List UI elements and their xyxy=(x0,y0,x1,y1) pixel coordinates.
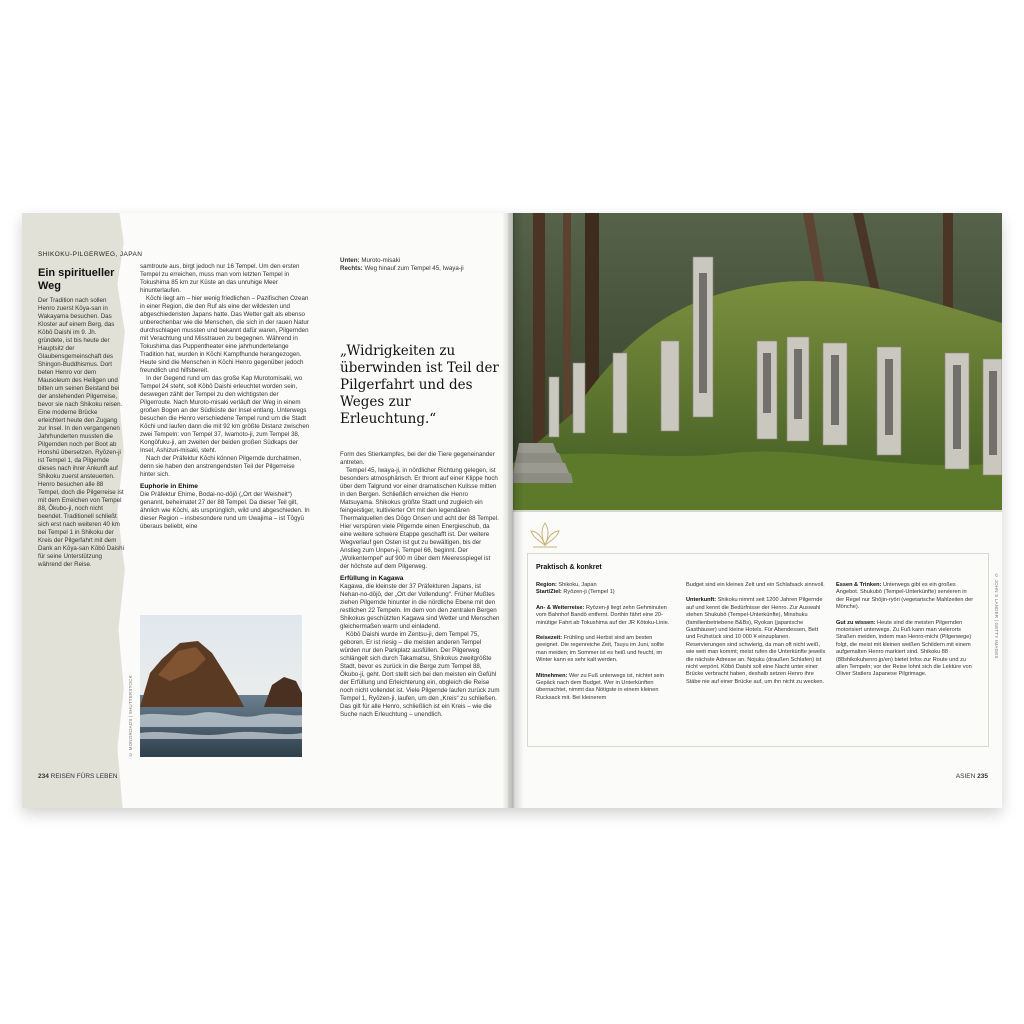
paragraph: Nach der Präfektur Kōchi können Pilgernde durchatmen, denn sie haben den anstrengendsten Teil der Pilgerreise hinter sich. xyxy=(140,455,302,478)
info-text: Shikoku, Japan xyxy=(558,582,597,588)
paragraph: Kōbō Daishi wurde im Zentsu-ji, dem Tempel 75, geboren. Er ist riesig – die meisten anderen Tempel würden nur den Parkplatz ausfüllen. Der Pilgerweg schlängelt sich durch Takamatsu, Shikokus zweitgrößte Stadt, bevor es zurück in die Berge zum Tempel 88, Ōkubo-ji, geht. Dort stellt sich bei den meisten ein Gefühl der Erfüllung und Erleichterung ein, obgleich die Reise noch nicht vollendet ist. Viele Pilgernde laufen zurück zum Tempel 1, Ryōzen-ji, laufen, um den „Kreis“ zu schließen. Das gilt für alle Henro, schließlich ist ein Kreis – wie die Suche nach Erleuchtung – unendlich. xyxy=(340,631,500,718)
photo-credit: © MONOROADS | SHUTTERSTOCK xyxy=(128,675,133,757)
body-column-2 xyxy=(340,451,500,719)
info-entry xyxy=(536,589,676,596)
section-kicker: SHIKOKU-PILGERWEG, JAPAN xyxy=(38,251,143,258)
paragraph: Die Präfektur Ehime, Bodai-no-dōjō („Ort der Weisheit“) genannt, beheimatet 27 der 88 Tempel. Da dieser Teil gilt, ähnlich wie Kōchi, als ursprünglich, wild und abgeschieden. In dieser Region – insbesondere rund um Uwajima – ist Tōgyū überaus beliebt, eine xyxy=(140,491,310,530)
info-entry xyxy=(686,597,826,686)
page-title: Ein spiritueller Weg xyxy=(38,267,115,292)
info-text: Unterwegs gibt es ein großes Angebot. Shukubō (Tempel-Unterkünfte) servieren in der Regel nur Shōjin-ryōri (vegetarische Mahlzeiten der Mönche). xyxy=(836,582,974,611)
info-column-2 xyxy=(686,582,826,686)
info-label: An- & Weiterreise: xyxy=(536,604,585,611)
info-label: Reisezeit: xyxy=(536,635,563,642)
info-entry xyxy=(536,582,676,589)
paragraph: In der Gegend rund um das große Kap Murotomisaki, wo Tempel 24 steht, soll Kōbō Daishi erleuchtet worden sein, deswegen zählt der Tempel zu den wichtigsten der Pilgerroute. Nach Muroto-misaki verläuft der Weg in einem großen Bogen an der Südküste der Insel entlang. Unterwegs besuchen die Henro verschiedene Tempel rund um die Stadt Kōchi und laufen dann die mit 92 km größte Distanz zwischen zwei Tempeln: von Tempel 37, Iwamoto-ji, zum Tempel 38, Kongōfuku-ji, am zweiten der beiden großen Südkaps der Insel, Ashizuri-misaki, steht. xyxy=(140,375,310,454)
info-column-3 xyxy=(836,582,976,679)
info-text: Budget sind ein kleines Zelt und ein Schlafsack sinnvoll. xyxy=(686,582,825,588)
body-column-1 xyxy=(140,263,310,531)
pull-quote: „Widrigkeiten zu überwinden ist Teil der Pilgerfahrt und des Weges zur Erleuchtung.“ xyxy=(340,343,499,427)
paragraph: Kōchi liegt am – hier wenig friedlichen – Pazifischen Ozean in einer Region, die den Ruf als eine der wildesten und abgeschiedensten Japans hatte. Das Wetter galt als ebenso unberechenbar wie die Menschen, die sich in der rauen Natur durchschlagen mussten und bekannt dafür waren, Pilgernden mit Verachtung und Misstrauen zu begegnen. Während in Tokushima das Puppentheater eine jahrhundertelange Tradition hat, wurden in Kōchi Kampfhunde herangezogen. Heute sind die Menschen in Kōchi Henro gegenüber jedoch freundlich und hilfsbereit. xyxy=(140,295,309,374)
page-number: 235 xyxy=(977,773,988,780)
info-text: Ryōzen-ji liegt zehn Gehminuten vom Bahnhof Bandō entfernt. Dorthin fährt eine 20-minütige Fahrt ab Tokushima auf der JR Kōtoku-Linie. xyxy=(536,604,670,626)
caption-text: Weg hinauf zum Tempel 45, Iwaya-ji xyxy=(364,265,464,272)
lotus-icon xyxy=(527,519,563,549)
info-label: Region: xyxy=(536,582,557,588)
practical-info-box xyxy=(527,553,989,747)
paragraph: samtroute aus, birgt jedoch nur 16 Tempel. Um den ersten Tempel zu erreichen, muss man vom letzten Tempel in Tokushima 85 km zur Küste an das unruhige Meer hinunterlaufen. xyxy=(140,263,300,294)
page-footer-right xyxy=(956,773,988,780)
caption-text: Muroto-misaki xyxy=(361,257,401,264)
info-box-title: Praktisch & konkret xyxy=(536,564,602,571)
coast-photo xyxy=(140,615,302,757)
info-text: Frühling und Herbst sind am besten geeignet. Die regenreiche Zeit, Tsuyu im Juni, sollte man meiden; im Sommer ist es heiß und feucht, im Winter kann es sehr kalt werden. xyxy=(536,635,664,664)
info-entry xyxy=(836,620,976,679)
info-label: Essen & Trinken: xyxy=(836,582,882,588)
footer-label: REISEN FÜRS LEBEN xyxy=(50,773,118,780)
info-text: Ryōzen-ji (Tempel 1) xyxy=(563,589,615,596)
pilgrim-stones-photo xyxy=(513,213,1002,510)
caption-label: Rechts: xyxy=(340,265,363,272)
photo-credit: © JOHN S LANDER | GETTY IMAGES xyxy=(994,573,999,659)
info-text: Shikoku nimmt seit 1200 Jahren Pilgernde auf und kennt die Bedürfnisse der Henro. Zur Auswahl stehen Shukubō (Tempel-Unterkünfte), Minshuku (familienbetriebene B&Bs), Ryokan (japanische Gasthäuser) und kleine Hotels. Für Abendessen, Bett und Frühstück sind 10 000 ¥ einzuplanen. Reservierungen sind schwierig, da man oft nicht weiß, wie weit man kommt; meist rufen die Unterkünfte jeweils die nächste Adresse an. Nojuku (draußen Schlafen) ist nicht verpönt. Kōbō Daishi soll eine Nacht unter einer Brücke verbracht haben, deshalb setzen Henro ihre Stäbe nie auf einer Brücke auf, um ihn nicht zu wecken. xyxy=(686,597,826,685)
subheading: Erfüllung in Kagawa xyxy=(340,575,404,582)
page-number: 234 xyxy=(38,773,49,780)
info-entry xyxy=(686,582,826,589)
left-page xyxy=(22,213,508,808)
info-entry xyxy=(836,582,976,612)
open-book xyxy=(22,213,1002,808)
photo-divider xyxy=(513,510,1002,512)
paragraph: Tempel 45, Iwaya-ji, in nördlicher Richtung gelegen, ist besonders atmosphärisch. Er thront auf einer Klippe hoch über dem Talgrund vor einer dramatischen Kulisse mitten in den Bergen. Schließlich erreichen die Henro Matsuyama. Shikokus größte Stadt und zugleich ein feingeistiger, kultivierter Ort mit den legendären Thermalquellen des Dōgo Onsen und acht der 88 Tempel. Hier verspüren viele Pilgernde einen Energieschub, da eine weitere schwere Etappe geschafft ist. Der weitere Wegverlauf gen Osten ist gut zu bewältigen, bis der Anstieg zum Unpen-ji, Tempel 66, beginnt. Der „Wolkentempel“ auf 900 m über dem Meeresspiegel ist der höchste auf dem Pilgerweg. xyxy=(340,467,499,570)
caption-label: Unten: xyxy=(340,257,360,264)
info-column-1 xyxy=(536,582,676,702)
paragraph: Kagawa, die kleinste der 37 Präfekturen Japans, ist Nehan-no-dōjō, der „Ort der Vollendung“. Früher Mußtes ziehen Pilgernde hinunter in die nördliche Ebene mit den restlichen 22 Tempeln. Im dem von den zentralen Bergen Shikokus geschützten Kagawa sind Wetter und Menschen gleichermaßen warm und einladend. xyxy=(340,583,500,630)
info-entry xyxy=(536,635,676,665)
info-text: Heute sind die meisten Pilgernden motorisiert unterwegs. Zu Fuß kann man vielerorts Straßen meiden, indem man Henro-michi (Pilgerwege) folgt, die meist mit kleinen weißen Schildern mit einem aufgemalten Henro markiert sind. Shikoku 88 (88shikokuhenro.jp/en) bietet Infos zur Route und zu allen Tempeln; vor der Reise lohnt sich die Lektüre von Oliver Statlers Japanese Pilgrimage. xyxy=(836,619,972,678)
info-label: Mitnehmen: xyxy=(536,672,568,679)
info-entry xyxy=(536,605,676,627)
page-footer-left xyxy=(38,773,118,780)
footer-label: ASIEN xyxy=(955,773,976,780)
photo-captions xyxy=(340,257,490,273)
right-page xyxy=(513,213,1002,808)
sidebar-text: Der Tradition nach sollen Henro zuerst Kōya-san in Wakayama besuchen. Das Kloster auf einem Berg, das Kōbō Daishi im 9. Jh. gründete, ist bis heute der Hauptsitz der Glaubensgemeinschaft des Shingon-Buddhismus. Dort beten Henro vor dem Mausoleum des Heiligen und bitten um seinen Beistand bei der anstehenden Pilgerreise, bevor sie nach Shikoku reisen. Eine moderne Brücke erleichtert heute den Zugang zur Insel. In den vergangenen Jahrhunderten mussten die Pilgernden noch per Boot ab Honshū übersetzen. Ryōzen-ji ist Tempel 1, da Pilgernde dieses nach ihrer Ankunft auf Shikoku zuerst ansteuerten. Henro besuchen alle 88 Tempel, doch die Pilgerreise ist mit dem Erreichen von Tempel 88, Ōkubo-ji, noch nicht beendet. Traditionell schließt sich erst nach weiteren 40 km bei Tempel 1 in Shikoku der Kreis der Pilgerfahrt mit dem Dank an Kōya-san Kōbō Daishi für seine Unterstützung während der Reise. xyxy=(38,297,124,568)
info-entry xyxy=(536,673,676,703)
info-label: Gut zu wissen: xyxy=(836,619,876,626)
info-label: Unterkunft: xyxy=(686,597,717,604)
info-label: Start/Ziel: xyxy=(536,589,562,596)
info-text: Wer zu Fuß unterwegs ist, nichtet sein Gepäck nach dem Budget. Wer in Unterkünften übernachtet, nimmt das Nötigste in einem kleinen Rucksack mit. Bei kleinerem xyxy=(536,672,664,701)
subheading: Euphorie in Ehime xyxy=(140,483,198,490)
paragraph: Form des Stierkampfes, bei der die Tiere gegeneinander antreten. xyxy=(340,451,495,466)
